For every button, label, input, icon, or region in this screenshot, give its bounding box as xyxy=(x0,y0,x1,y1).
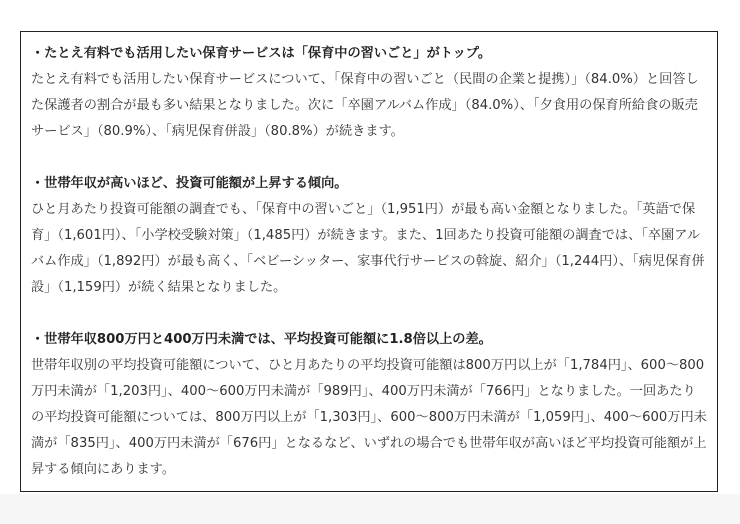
summary-box xyxy=(20,31,718,492)
section-income-gap xyxy=(31,327,707,483)
section-free-services xyxy=(31,41,707,145)
section-body: たとえ有料でも活用したい保育サービスについて、「保育中の習いごと（民間の企業と提携）」（84.0%）と回答した保護者の割合が最も多い結果となりました。次に「卒園アルバム作成」（84.0%）、「夕食用の保育所給食の販売サービス」（80.9%）、「病児保育併設」（80.8%）が続きます。 xyxy=(31,72,699,139)
section-body: 世帯年収別の平均投資可能額について、ひと月あたりの平均投資可能額は800万円以上が「1,784円」、600～800万円未満が「1,203円」、400～600万円未満が「989円」、400万円未満が「766円」となりました。一回あたりの平均投資可能額については、800万円以上が「1,303円」、600～800万円未満が「1,059円」、400～600万円未満が「835円」、400万円未満が「676円」となるなど、いずれの場合でも世帯年収が高いほど平均投資可能額が上昇する傾向にあります。 xyxy=(31,358,707,477)
section-heading: ・世帯年収800万円と400万円未満では、平均投資可能額に1.8倍以上の差。 xyxy=(31,332,492,347)
section-income-trend xyxy=(31,171,707,301)
section-heading: ・たとえ有料でも活用したい保育サービスは「保育中の習いごと」がトップ。 xyxy=(31,46,492,61)
section-body: ひと月あたり投資可能額の調査でも、「保育中の習いごと」（1,951円）が最も高い金額となりました。「英語で保育」（1,601円）、「小学校受験対策」（1,485円）が続きます。また、1回あたり投資可能額の調査では、「卒園アルバム作成」（1,892円）が最も高く、「ベビーシッター、家事代行サービスの斡旋、紹介」（1,244円）、「病児保育併設」（1,159円）が続く結果となりました。 xyxy=(31,202,705,295)
section-heading: ・世帯年収が高いほど、投資可能額が上昇する傾向。 xyxy=(31,176,348,191)
